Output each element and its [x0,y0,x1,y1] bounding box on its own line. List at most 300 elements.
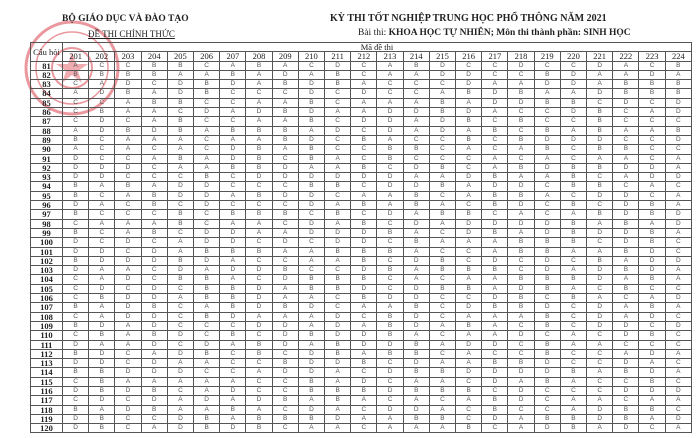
answer-cell: D [613,98,639,107]
answer-cell: D [508,182,534,191]
answer-cell: A [613,70,639,79]
answer-cell: B [194,80,220,89]
answer-cell: D [220,386,246,395]
answer-cell: A [665,368,691,377]
exam-code: 216 [456,52,482,61]
answer-cell: C [613,182,639,191]
answer-cell: D [115,256,141,265]
answer-cell: C [167,284,193,293]
answer-cell: D [665,256,691,265]
answer-cell: D [639,173,665,182]
answer-cell: B [560,98,586,107]
table-row [31,266,692,275]
answer-cell: D [141,247,167,256]
answer-cell: B [560,424,586,433]
subject-prefix: Bài thi: [358,28,387,38]
answer-cell: B [560,219,586,228]
answer-cell: B [141,405,167,414]
question-number: 111 [31,340,63,349]
answer-cell: B [167,256,193,265]
table-row [31,191,692,200]
answer-cell: A [272,247,298,256]
answer-cell: B [560,228,586,237]
answer-cell: B [272,80,298,89]
answer-cell: D [220,312,246,321]
answer-cell: D [272,173,298,182]
answer-cell: C [351,145,377,154]
answer-cell: C [89,98,115,107]
answer-cell: C [167,108,193,117]
exam-code: 208 [246,52,272,61]
answer-cell: D [63,154,89,163]
table-row [31,396,692,405]
answer-cell: D [115,386,141,395]
answer-cell: C [63,275,89,284]
answer-cell: B [220,247,246,256]
answer-cell: D [403,284,429,293]
answer-cell: A [220,340,246,349]
answer-cell: C [220,173,246,182]
answer-cell: B [298,331,324,340]
answer-cell: B [587,117,613,126]
answer-cell: C [220,321,246,330]
answer-cell: D [89,349,115,358]
answer-cell: D [377,368,403,377]
answer-cell: D [587,414,613,423]
answer-cell: C [194,219,220,228]
answer-cell: A [141,219,167,228]
answer-cell: C [351,61,377,70]
answer-cell: C [508,340,534,349]
answer-cell: A [613,256,639,265]
answer-cell: D [351,377,377,386]
answer-cell: C [325,294,351,303]
answer-cell: B [560,182,586,191]
answer-cell: A [456,238,482,247]
answer-cell: B [456,266,482,275]
answer-cell: C [534,108,560,117]
answer-cell: A [194,266,220,275]
answer-cell: B [194,275,220,284]
question-number: 112 [31,349,63,358]
answer-cell: B [587,256,613,265]
answer-cell: C [167,312,193,321]
answer-cell: B [325,386,351,395]
answer-cell: A [89,266,115,275]
answer-cell: D [639,386,665,395]
answer-cell: D [403,219,429,228]
answer-cell: D [141,256,167,265]
answer-cell: B [665,89,691,98]
answer-cell: C [115,349,141,358]
answer-cell: C [508,321,534,330]
answer-cell: A [456,331,482,340]
answer-cell: C [665,331,691,340]
exam-code: 223 [639,52,665,61]
answer-cell: C [560,256,586,265]
answer-cell: A [665,266,691,275]
answer-cell: C [115,117,141,126]
answer-cell: A [325,405,351,414]
table-row [31,359,692,368]
answer-cell: D [587,312,613,321]
answer-cell: B [272,266,298,275]
answer-cell: D [89,321,115,330]
answer-cell: A [194,386,220,395]
answer-cell: D [325,331,351,340]
answer-cell: A [403,70,429,79]
answer-cell: B [429,108,455,117]
answer-cell: D [665,414,691,423]
answer-cell: B [377,349,403,358]
answer-cell: D [534,368,560,377]
question-number: 117 [31,396,63,405]
answer-cell: D [325,173,351,182]
answer-cell: D [246,303,272,312]
answer-cell: D [167,182,193,191]
answer-cell: D [89,117,115,126]
answer-cell: A [560,405,586,414]
exam-code: 209 [272,52,298,61]
answer-cell: A [613,312,639,321]
answer-cell: C [429,349,455,358]
answer-cell: A [560,126,586,135]
answer-cell: D [587,266,613,275]
answer-cell: C [560,321,586,330]
answer-cell: A [456,349,482,358]
answer-cell: D [403,312,429,321]
answer-cell: A [115,266,141,275]
answer-cell: D [560,108,586,117]
answer-cell: B [194,89,220,98]
answer-cell: C [220,182,246,191]
answer-cell: B [89,424,115,433]
answer-cell: B [167,98,193,107]
answer-cell: A [482,284,508,293]
answer-cell: A [115,145,141,154]
answer-cell: B [508,247,534,256]
answer-cell: A [194,405,220,414]
answer-cell: B [63,70,89,79]
answer-cell: B [298,98,324,107]
answer-cell: A [456,275,482,284]
answer-cell: A [89,312,115,321]
answer-cell: A [403,126,429,135]
answer-cell: A [613,126,639,135]
answer-cell: D [351,117,377,126]
table-row [31,117,692,126]
answer-cell: B [272,396,298,405]
table-row [31,256,692,265]
answer-cell: B [482,201,508,210]
exam-code: 222 [613,52,639,61]
answer-cell: B [141,303,167,312]
table-row [31,173,692,182]
answer-cell: B [141,98,167,107]
answer-cell: B [89,386,115,395]
answer-cell: D [429,70,455,79]
exam-code: 207 [220,52,246,61]
answer-cell: A [351,80,377,89]
answer-cell: D [89,89,115,98]
answer-cell: C [403,135,429,144]
answer-cell: C [613,135,639,144]
answer-cell: C [377,89,403,98]
answer-cell: A [220,108,246,117]
answer-cell: A [639,396,665,405]
answer-cell: D [508,219,534,228]
answer-cell: A [351,303,377,312]
answer-cell: D [665,321,691,330]
question-number: 103 [31,266,63,275]
answer-cell: A [220,191,246,200]
answer-cell: A [115,228,141,237]
answer-cell: A [429,201,455,210]
answer-cell: B [141,386,167,395]
answer-cell: D [298,108,324,117]
question-number: 84 [31,89,63,98]
answer-cell: A [508,414,534,423]
table-row [31,219,692,228]
answer-cell: C [429,145,455,154]
answer-cell: B [534,98,560,107]
answer-cell: A [298,424,324,433]
answer-cell: A [665,191,691,200]
answer-cell: D [403,321,429,330]
table-row [31,275,692,284]
table-row [31,414,692,423]
answer-cell: A [377,201,403,210]
answer-cell: C [456,414,482,423]
answer-cell: C [665,312,691,321]
answer-cell: B [246,349,272,358]
answer-cell: A [560,396,586,405]
answer-cell: D [167,424,193,433]
answer-cell: A [167,70,193,79]
answer-cell: A [272,98,298,107]
answer-cell: D [508,396,534,405]
answer-cell: D [298,80,324,89]
answer-cell: C [534,117,560,126]
answer-cell: C [377,80,403,89]
answer-cell: B [272,126,298,135]
question-number: 99 [31,228,63,237]
answer-cell: B [298,145,324,154]
answer-cell: C [141,173,167,182]
table-row [31,201,692,210]
answer-cell: B [63,349,89,358]
answer-cell: A [665,424,691,433]
answer-cell: B [246,210,272,219]
answer-cell: D [298,219,324,228]
answer-cell: C [665,359,691,368]
answer-cell: B [246,163,272,172]
answer-cell: A [141,89,167,98]
answer-cell: D [665,294,691,303]
answer-cell: C [246,256,272,265]
answer-cell: B [325,284,351,293]
answer-cell: A [482,238,508,247]
table-row [31,247,692,256]
answer-cell: D [351,284,377,293]
answer-cell: A [613,61,639,70]
answer-cell: B [115,182,141,191]
answer-cell: A [298,396,324,405]
question-number: 94 [31,182,63,191]
answer-cell: C [429,396,455,405]
answer-cell: B [298,275,324,284]
answer-cell: C [534,201,560,210]
question-number: 118 [31,405,63,414]
answer-cell: B [351,201,377,210]
answer-cell: B [298,377,324,386]
answer-cell: D [665,386,691,395]
answer-cell: C [246,182,272,191]
answer-cell: C [429,303,455,312]
answer-cell: B [403,191,429,200]
answer-cell: B [639,201,665,210]
answer-cell: A [272,294,298,303]
answer-cell: A [456,312,482,321]
answer-cell: D [194,340,220,349]
answer-cell: A [220,414,246,423]
answer-cell: A [167,135,193,144]
answer-cell: C [508,256,534,265]
table-row [31,349,692,358]
answer-cell: C [613,117,639,126]
answer-cell: C [639,61,665,70]
answer-cell: A [377,414,403,423]
answer-cell: A [141,349,167,358]
answer-cell: D [587,405,613,414]
answer-cell: A [665,349,691,358]
answer-cell: D [587,61,613,70]
answer-cell: D [167,349,193,358]
answer-cell: A [508,80,534,89]
answer-cell: A [141,108,167,117]
table-row [31,145,692,154]
answer-cell: D [508,98,534,107]
answer-cell: D [482,368,508,377]
answer-cell: A [298,256,324,265]
answer-cell: A [351,108,377,117]
answer-cell: A [587,154,613,163]
answer-cell: B [63,135,89,144]
answer-cell: D [639,349,665,358]
answer-cell: C [194,135,220,144]
answer-cell: A [482,312,508,321]
answer-cell: C [246,359,272,368]
answer-cell: A [220,219,246,228]
answer-cell: D [115,312,141,321]
answer-cell: B [639,405,665,414]
answer-cell: A [298,340,324,349]
answer-cell: D [141,284,167,293]
answer-cell: A [665,154,691,163]
answer-cell: B [298,154,324,163]
answer-cell: B [377,331,403,340]
answer-cell: A [587,80,613,89]
answer-cell: D [194,182,220,191]
answer-cell: D [246,108,272,117]
answer-cell: B [194,173,220,182]
answer-cell: C [141,163,167,172]
answer-cell: B [220,126,246,135]
answer-cell: B [429,256,455,265]
answer-cell: C [456,256,482,265]
answer-cell: B [351,163,377,172]
answer-cell: C [220,201,246,210]
answer-cell: D [298,368,324,377]
answer-cell: B [429,163,455,172]
answer-cell: D [115,163,141,172]
answer-cell: A [639,219,665,228]
answer-cell: D [482,219,508,228]
answer-cell: C [508,349,534,358]
answer-cell: A [456,126,482,135]
answer-cell: D [377,386,403,395]
answer-cell: B [220,284,246,293]
answer-cell: C [534,331,560,340]
answer-cell: C [560,386,586,395]
answer-cell: C [639,321,665,330]
answer-cell: C [665,238,691,247]
answer-cell: B [351,386,377,395]
answer-cell: A [141,182,167,191]
answer-cell: A [325,201,351,210]
answer-cell: C [325,303,351,312]
answer-cell: A [377,303,403,312]
answer-cell: C [351,210,377,219]
answer-cell: C [194,98,220,107]
answer-cell: A [246,368,272,377]
answer-cell: D [194,228,220,237]
answer-cell: B [456,424,482,433]
answer-cell: B [325,70,351,79]
answer-cell: B [639,377,665,386]
answer-cell: B [194,414,220,423]
answer-cell: A [115,340,141,349]
answer-cell: D [639,368,665,377]
answer-cell: A [560,340,586,349]
answer-cell: D [194,191,220,200]
answer-cell: A [482,331,508,340]
answer-cell: D [325,321,351,330]
answer-cell: B [89,108,115,117]
answer-cell: A [220,256,246,265]
answer-cell: A [429,89,455,98]
answer-cell: D [665,210,691,219]
answer-cell: D [272,340,298,349]
answer-cell: A [429,219,455,228]
answer-cell: D [272,321,298,330]
answer-cell: D [456,340,482,349]
answer-cell: C [63,396,89,405]
answer-cell: D [508,61,534,70]
answer-cell: D [665,108,691,117]
table-row [31,89,692,98]
answer-cell: C [325,145,351,154]
answer-cell: A [377,70,403,79]
answer-cell: D [534,303,560,312]
exam-code: 213 [377,52,403,61]
answer-cell: D [429,117,455,126]
answer-cell: D [272,368,298,377]
answer-cell: C [587,386,613,395]
exam-code: 210 [298,52,324,61]
answer-cell: B [351,256,377,265]
answer-cell: B [508,275,534,284]
